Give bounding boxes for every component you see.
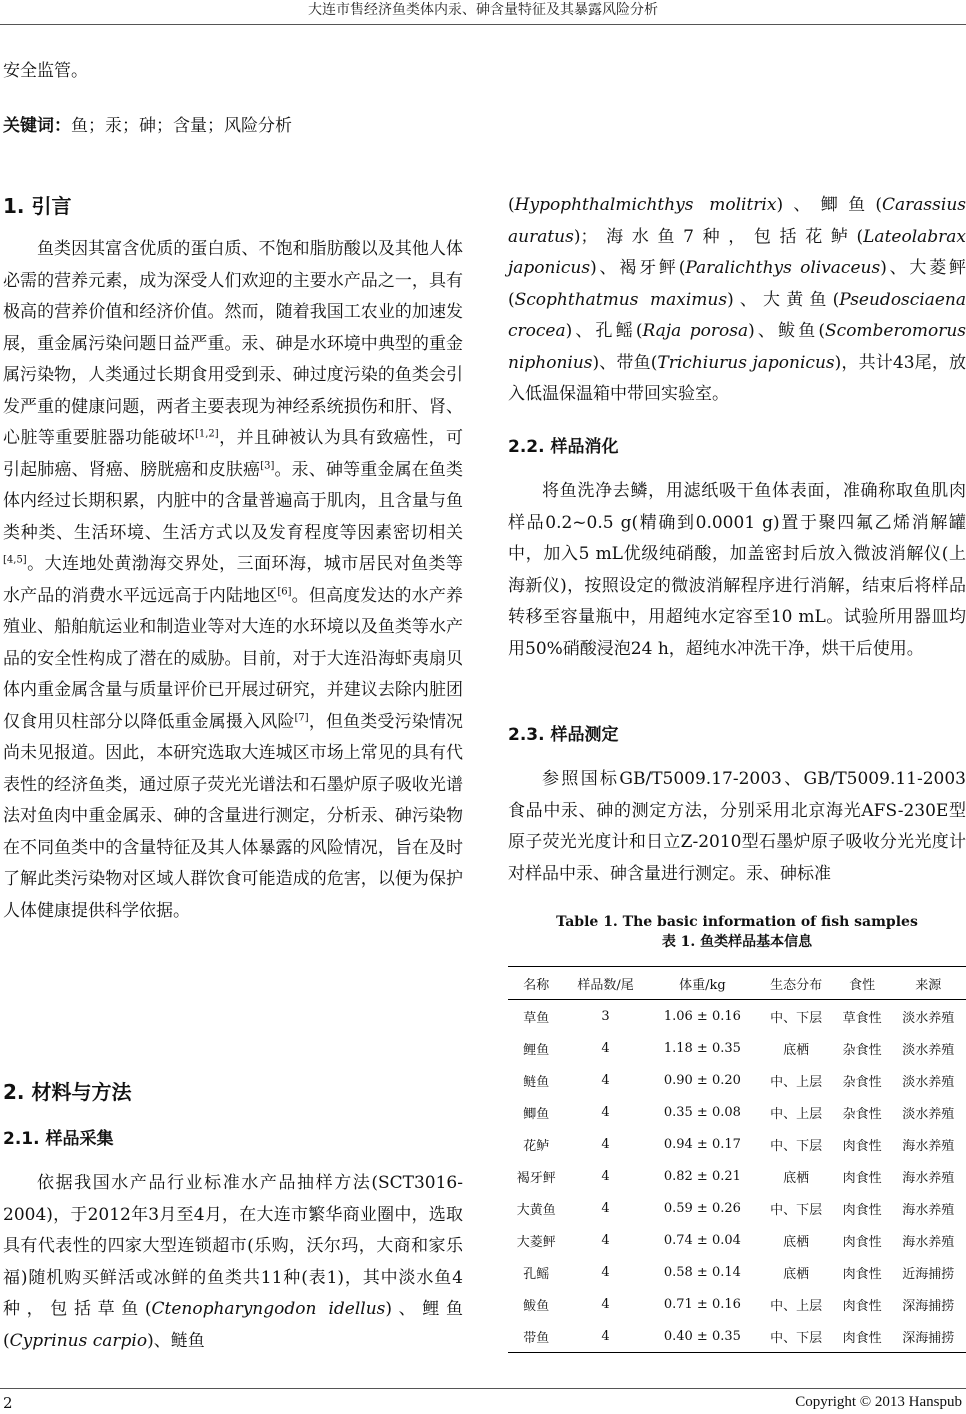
table-cell: 底栖: [783, 1266, 810, 1282]
column-header: 来源: [890, 967, 966, 1000]
table-cell: 中、上层: [770, 1106, 823, 1122]
table-cell: 鲫鱼: [523, 1106, 550, 1122]
table-cell: 杂食性: [842, 1074, 882, 1090]
table-cell: 0.40 ± 0.35: [646, 1320, 758, 1353]
table-cell: 0.94 ± 0.17: [663, 1136, 741, 1152]
table-cell: 中、下层: [770, 1138, 823, 1154]
table-cell: 中、上层: [770, 1074, 823, 1090]
section-2-1-paragraph: 依据我国水产品行业标准水产品抽样方法(SCT3016-2004)，于2012年3月至4月，在大连市繁华商业圈中，选取具有代表性的四家大型连锁超市(乐购，沃尔玛，大商和家乐福)随机购买鲜活或冰鲜的鱼类共11种(表1)，其中淡水鱼4种，包括草鱼(Ctenopharyngodon idellus)、鲤鱼(Cyprinus carpio)、鲢鱼: [3, 1173, 463, 1351]
table-row: [508, 1288, 966, 1320]
table-cell: 淡水养殖: [902, 1106, 955, 1122]
table-cell: 中、下层: [770, 1202, 823, 1218]
page-number: 2: [3, 1394, 13, 1412]
table-cell: 肉食性: [842, 1266, 882, 1282]
section-2-title: 2. 材料与方法: [3, 1080, 132, 1104]
table-cell: 肉食性: [842, 1298, 882, 1314]
table-cell: 0.74 ± 0.04: [663, 1232, 741, 1248]
abstract-tail: 安全监管。: [3, 61, 88, 81]
table-cell: 4: [601, 1264, 610, 1280]
table-cell: 4: [601, 1296, 610, 1312]
column-header: 样品数/尾: [565, 967, 647, 1000]
table-cell: 肉食性: [842, 1138, 882, 1154]
table-cell: 近海捕捞: [902, 1266, 955, 1282]
table-cell: 深海捕捞: [890, 1320, 966, 1353]
table-caption-zh: 表 1. 鱼类样品基本信息: [661, 934, 813, 950]
table-row: [508, 1000, 966, 1033]
table-cell: 鲢鱼: [523, 1074, 550, 1090]
column-header: 食性: [834, 967, 891, 1000]
table-cell: 大菱鲆: [516, 1234, 556, 1250]
table-cell: 淡水养殖: [902, 1042, 955, 1058]
table-cell: 1.18 ± 0.35: [663, 1040, 741, 1056]
header-divider: [0, 24, 966, 25]
table-cell: 0.58 ± 0.14: [663, 1264, 741, 1280]
table-cell: 4: [601, 1104, 610, 1120]
table-cell: 带鱼: [508, 1320, 565, 1353]
table-cell: 孔鳐: [523, 1266, 550, 1282]
table-cell: 0.82 ± 0.21: [663, 1168, 741, 1184]
section-2-1-continued: (Hypophthalmichthys molitrix)、鲫鱼(Carassius auratus)；海水鱼7种，包括花鲈(Lateolabrax japonicus)、褐牙鲆(Paralichthys olivaceus)、大菱鲆(Scophthatmus maximus)、大黄鱼(Pseudosciaena crocea)、孔鳐(Raja porosa)、鲅鱼(Scomberomorus niphonius)、带鱼(Trichiurus japonicus)，共计43尾，放入低温保温箱中带回实验室。: [508, 195, 966, 404]
table-cell: 鲤鱼: [523, 1042, 550, 1058]
table-cell: 底栖: [783, 1042, 810, 1058]
table-cell: 0.90 ± 0.20: [663, 1072, 741, 1088]
table-header-row: [508, 967, 966, 1000]
table-cell: 4: [601, 1200, 610, 1216]
column-header: 名称: [508, 967, 565, 1000]
table-cell: 杂食性: [842, 1042, 882, 1058]
table-cell: 肉食性: [842, 1234, 882, 1250]
table-row: [508, 1128, 966, 1160]
fish-sample-table: [508, 966, 966, 1353]
keywords-label: 关键词：: [3, 116, 71, 136]
table-cell: 海水养殖: [902, 1138, 955, 1154]
column-header: 体重/kg: [646, 967, 758, 1000]
table-cell: 中、下层: [758, 1320, 834, 1353]
table-row: [508, 1160, 966, 1192]
table-cell: 0.59 ± 0.26: [663, 1200, 741, 1216]
table-row: [508, 1192, 966, 1224]
section-2-2-paragraph: 将鱼洗净去鳞，用滤纸吸干鱼体表面，准确称取鱼肌肉样品0.2~0.5 g(精确到0.0001 g)置于聚四氟乙烯消解罐中，加入5 mL优级纯硝酸，加盖密封后放入微波消解仪(上海新仪)，按照设定的微波消解程序进行消解，结束后将样品转移至容量瓶中，用超纯水定容至10 mL。试验所用器皿均用50%硝酸浸泡24 h，超纯水冲洗干净，烘干后使用。: [508, 481, 966, 659]
table-cell: 海水养殖: [902, 1202, 955, 1218]
section-2-3-paragraph: 参照国标GB/T5009.17-2003、GB/T5009.11-2003食品中汞、砷的测定方法，分别采用北京海光AFS-230E型原子荧光光度计和日立Z-2010型石墨炉原子吸收分光光度计对样品中汞、砷含量进行测定。汞、砷标准: [508, 769, 966, 884]
citation[interactable]: [1,2]: [194, 428, 219, 440]
table-row: [508, 1224, 966, 1256]
table-cell: 肉食性: [842, 1170, 882, 1186]
table-row: [508, 1096, 966, 1128]
citation[interactable]: [7]: [294, 711, 309, 723]
table-cell: 4: [565, 1320, 647, 1353]
section-2-3-title: 2.3. 样品测定: [508, 725, 619, 745]
keywords-text: 鱼；汞；砷；含量；风险分析: [71, 116, 292, 136]
section-1-title: 1. 引言: [3, 194, 72, 218]
section-1-paragraph: 鱼类因其富含优质的蛋白质、不饱和脂肪酸以及其他人体必需的营养元素，成为深受人们欢迎的主要水产品之一，具有极高的营养价值和经济价值。然而，随着我国工农业的加速发展，重金属污染问题日益严重。汞、砷是水环境中典型的重金属污染物，人类通过长期食用受到汞、砷过度污染的鱼类会引发严重的健康问题，两者主要表现为神经系统损伤和肝、肾、心脏等重要脏器功能破坏[1,2]，并且砷被认为具有致癌性，可引起肺癌、肾癌、膀胱癌和皮肤癌[3]。汞、砷等重金属在鱼类体内经过长期积累，内脏中的含量普遍高于肌肉，且含量与鱼类种类、生活环境、生活方式以及发育程度等因素密切相关[4,5]。大连地处黄渤海交界处，三面环海，城市居民对鱼类等水产品的消费水平远远高于内陆地区[6]。但高度发达的水产养殖业、船舶航运业和制造业等对大连的水环境以及鱼类等水产品的安全性构成了潜在的威胁。目前，对于大连沿海虾夷扇贝体内重金属含量与质量评价已开展过研究，并建议去除内脏团仅食用贝柱部分以降低重金属摄入风险[7]，但鱼类受污染情况尚未见报道。因此，本研究选取大连城区市场上常见的具有代表性的经济鱼类，通过原子荧光光谱法和石墨炉原子吸收光谱法对鱼肉中重金属汞、砷的含量进行测定，分析汞、砷污染物在不同鱼类中的含量特征及其人体暴露的风险情况，旨在及时了解此类污染物对区域人群饮食可能造成的危害，以便为保护人体健康提供科学依据。: [3, 239, 464, 921]
table-cell: 肉食性: [842, 1202, 882, 1218]
table-cell: 褐牙鲆: [516, 1170, 556, 1186]
table-cell: 杂食性: [842, 1106, 882, 1122]
table-cell: 肉食性: [834, 1320, 891, 1353]
table-cell: 中、上层: [770, 1298, 823, 1314]
table-cell: 4: [601, 1136, 610, 1152]
table-cell: 0.71 ± 0.16: [663, 1296, 741, 1312]
table-cell: 4: [601, 1168, 610, 1184]
table-row: [508, 1256, 966, 1288]
table-cell: 草食性: [842, 1010, 882, 1026]
table-cell: 中、下层: [770, 1010, 823, 1026]
table-cell: 大黄鱼: [516, 1202, 556, 1218]
running-header: 大连市售经济鱼类体内汞、砷含量特征及其暴露风险分析: [308, 2, 658, 18]
column-header: 生态分布: [758, 967, 834, 1000]
citation[interactable]: [3]: [260, 459, 275, 471]
table-cell: 4: [601, 1072, 610, 1088]
copyright: Copyright © 2013 Hanspub: [795, 1394, 962, 1410]
table-cell: 淡水养殖: [902, 1010, 955, 1026]
table-cell: 底栖: [783, 1170, 810, 1186]
table-cell: 淡水养殖: [902, 1074, 955, 1090]
footer-divider: [0, 1388, 966, 1389]
table-cell: 鲅鱼: [523, 1298, 550, 1314]
table-caption-en: Table 1. The basic information of fish samples: [556, 914, 918, 930]
table-cell: 花鲈: [523, 1138, 550, 1154]
table-cell: 深海捕捞: [902, 1298, 955, 1314]
table-cell: 海水养殖: [902, 1234, 955, 1250]
citation[interactable]: [4,5]: [3, 554, 27, 566]
section-2-2-title: 2.2. 样品消化: [508, 437, 619, 457]
table-cell: 底栖: [783, 1234, 810, 1250]
table-row: [508, 1032, 966, 1064]
table-cell: 0.35 ± 0.08: [663, 1104, 741, 1120]
table-cell: 4: [601, 1232, 610, 1248]
keywords: [3, 111, 463, 143]
table-row: [508, 1064, 966, 1096]
table-cell: 3: [601, 1008, 610, 1024]
table-cell: 1.06 ± 0.16: [663, 1008, 741, 1024]
section-2-1-title: 2.1. 样品采集: [3, 1129, 114, 1149]
table-cell: 4: [601, 1040, 610, 1056]
table-cell: 海水养殖: [902, 1170, 955, 1186]
citation[interactable]: [6]: [277, 585, 292, 597]
table-cell: 草鱼: [523, 1010, 550, 1026]
table-row: [508, 1320, 966, 1353]
